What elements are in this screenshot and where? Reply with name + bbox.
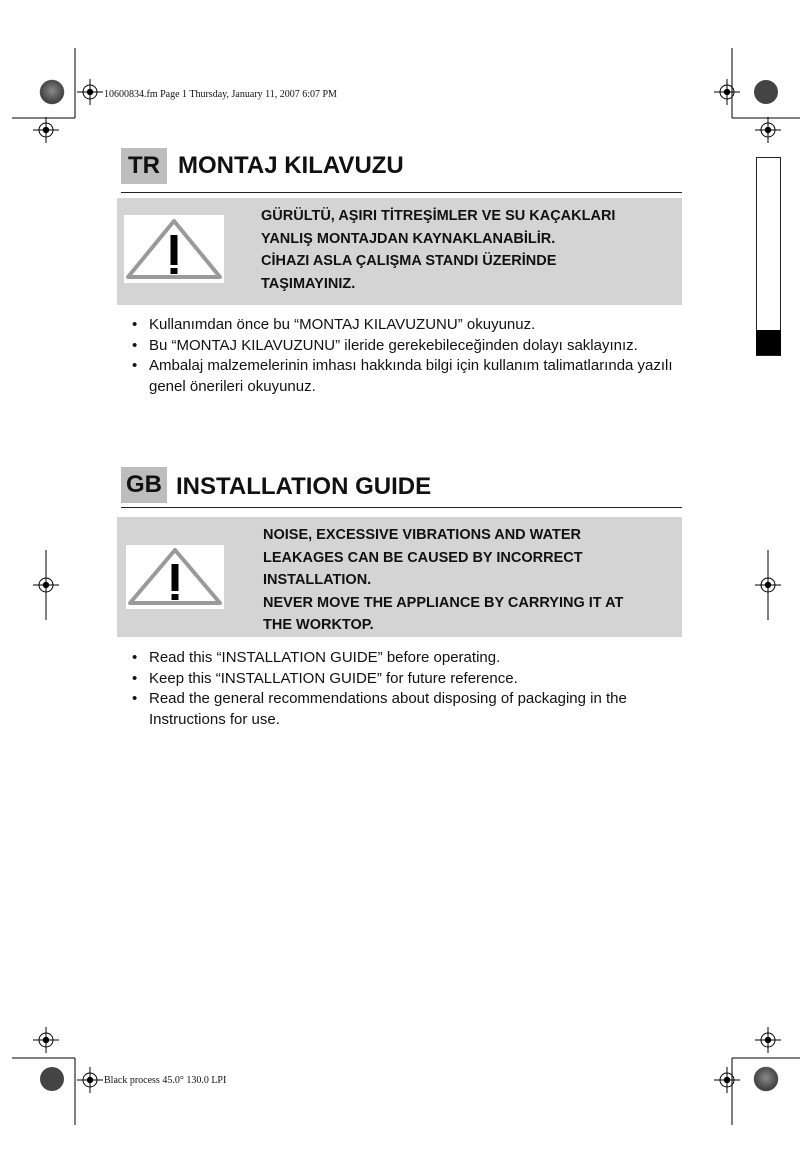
list-item: • Read this “INSTALLATION GUIDE” before operating. (130, 648, 675, 669)
warning-text-gb (263, 524, 623, 637)
registration-mark-icon (714, 79, 740, 105)
warning-line: INSTALLATION. (263, 572, 372, 588)
warning-line: NEVER MOVE THE APPLIANCE BY CARRYING IT AT (263, 594, 624, 611)
section-rule-tr (121, 192, 682, 193)
registration-mark-icon (755, 117, 781, 143)
warning-line: CİHAZI ASLA ÇALIŞMA STANDI ÜZERİNDE (261, 253, 557, 269)
warning-line: YANLIŞ MONTAJDAN KAYNAKLANABİLİR. (261, 230, 556, 247)
registration-mark-icon (714, 1067, 740, 1093)
list-item: • Kullanımdan önce bu “MONTAJ KILAVUZUNU” okuyunuz. (130, 315, 675, 336)
bullet-list-tr (130, 315, 675, 397)
color-disc-icon (754, 1067, 778, 1091)
color-disc-icon (40, 1067, 64, 1091)
warning-box-tr (117, 198, 682, 305)
warning-icon-frame (124, 215, 224, 283)
color-disc-icon (754, 80, 778, 104)
warning-line: GÜRÜLTÜ, AŞIRI TİTREŞİMLER VE SU KAÇAKLARI (261, 208, 616, 224)
registration-mark-icon (77, 79, 103, 105)
section-title-tr: MONTAJ KILAVUZU (178, 152, 404, 179)
section-title-gb: INSTALLATION GUIDE (176, 473, 432, 500)
warning-line: TAŞIMAYINIZ. (261, 275, 356, 292)
warning-box-gb (117, 517, 682, 637)
registration-mark-icon (33, 117, 59, 143)
warning-line: LEAKAGES CAN BE CAUSED BY INCORRECT (263, 549, 583, 566)
warning-line: THE WORKTOP. (263, 617, 374, 633)
warning-icon-frame (126, 545, 224, 609)
print-footer: Black process 45.0° 130.0 LPI (104, 1075, 227, 1086)
list-item: • Ambalaj malzemelerinin imhası hakkında bilgi için kullanım talimatlarında yazılı genel önerileri okuyunuz. (130, 356, 675, 397)
lang-badge-gb: GB (121, 467, 167, 503)
side-tab-marker (756, 330, 781, 355)
warning-line: NOISE, EXCESSIVE VIBRATIONS AND WATER (263, 527, 581, 543)
list-item: • Keep this “INSTALLATION GUIDE” for future reference. (130, 669, 675, 690)
registration-mark-icon (77, 1067, 103, 1093)
warning-triangle-icon (126, 545, 224, 609)
lang-badge-tr: TR (121, 148, 167, 184)
section-rule-gb (121, 507, 682, 508)
warning-text-tr (261, 205, 615, 295)
list-item: • Read the general recommendations about disposing of packaging in the Instructions for use. (130, 689, 675, 730)
side-tab (756, 157, 781, 356)
bullet-list-gb (130, 648, 675, 730)
registration-mark-icon (755, 1027, 781, 1053)
registration-mark-icon (33, 1027, 59, 1053)
print-header: 10600834.fm Page 1 Thursday, January 11, 2007 6:07 PM (104, 89, 337, 100)
list-item: • Bu “MONTAJ KILAVUZUNU” ileride gerekebileceğinden dolayı saklayınız. (130, 336, 675, 357)
warning-triangle-icon (124, 215, 224, 283)
color-disc-icon (40, 80, 64, 104)
